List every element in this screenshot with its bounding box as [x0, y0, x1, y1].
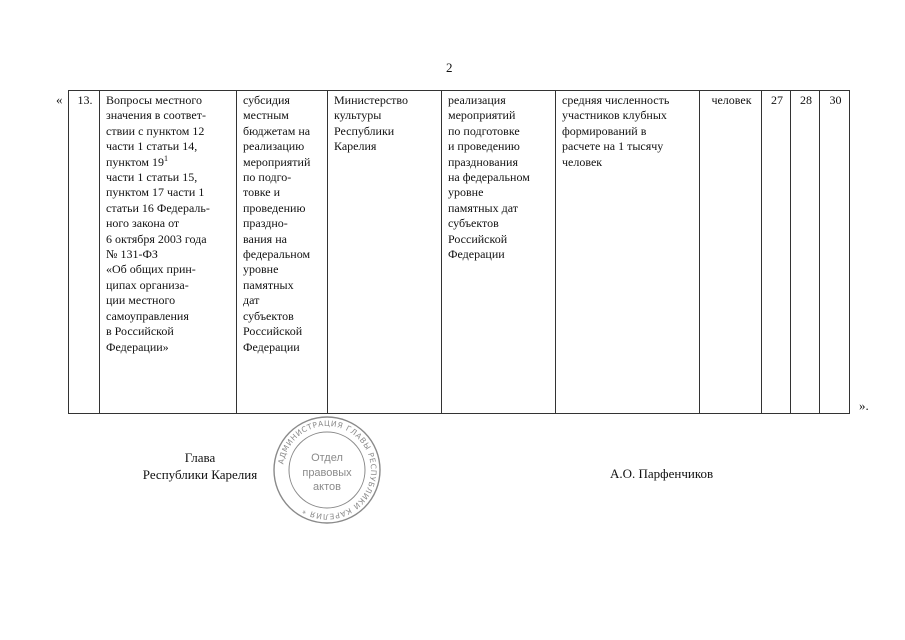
local-issue-text-a: Вопросы местного значения в соответ- ствии с пунктом 12 части 1 статьи 14, пунктом 19 — [106, 93, 206, 169]
closing-quote: ». — [859, 398, 869, 413]
local-issue-cell — [100, 91, 237, 414]
stamp-line-3: актов — [313, 481, 341, 493]
ministry-cell: Министерство культуры Республики Карелия — [328, 91, 442, 414]
goal-cell: реализация мероприятий по подготовке и проведению празднования на федеральном уровне памятных дат субъектов Российской Федерации — [442, 91, 556, 414]
value-cell-1: 27 — [762, 91, 791, 414]
signatory-name: А.О. Парфенчиков — [610, 466, 714, 481]
value-cell-2: 28 — [791, 91, 820, 414]
table-row — [69, 91, 850, 414]
value-cell-3: 30 — [820, 91, 850, 414]
regulation-table — [68, 90, 850, 414]
page-number: 2 — [446, 60, 453, 75]
unit-cell: человек — [700, 91, 762, 414]
subsidy-cell: субсидия местным бюджетам на реализацию мероприятий по подго- товке и проведению праздно- вания на федеральном уровне памятных дат субъектов Российской Федерации — [237, 91, 328, 414]
official-stamp — [272, 415, 382, 525]
indicator-cell: средняя численность участников клубных формирований в расчете на 1 тысячу человек — [556, 91, 700, 414]
stamp-ring-text: АДМИНИСТРАЦИЯ ГЛАВЫ РЕСПУБЛИКИ КАРЕЛИЯ * — [276, 418, 379, 522]
stamp-line-1: Отдел — [311, 452, 343, 464]
local-issue-text-b: части 1 статьи 15, пунктом 17 части 1 статьи 16 Федераль- ного закона от 6 октября 2003 года № 131-ФЗ «Об общих прин- ципах организа- ции местного самоуправления в Российской Федерации» — [106, 170, 210, 354]
superscript-mark: 1 — [163, 153, 168, 163]
opening-quote: « — [56, 92, 63, 107]
signatory-title: Глава Республики Карелия — [142, 450, 258, 482]
row-number: 13. — [69, 91, 100, 414]
stamp-line-2: правовых — [302, 467, 352, 479]
